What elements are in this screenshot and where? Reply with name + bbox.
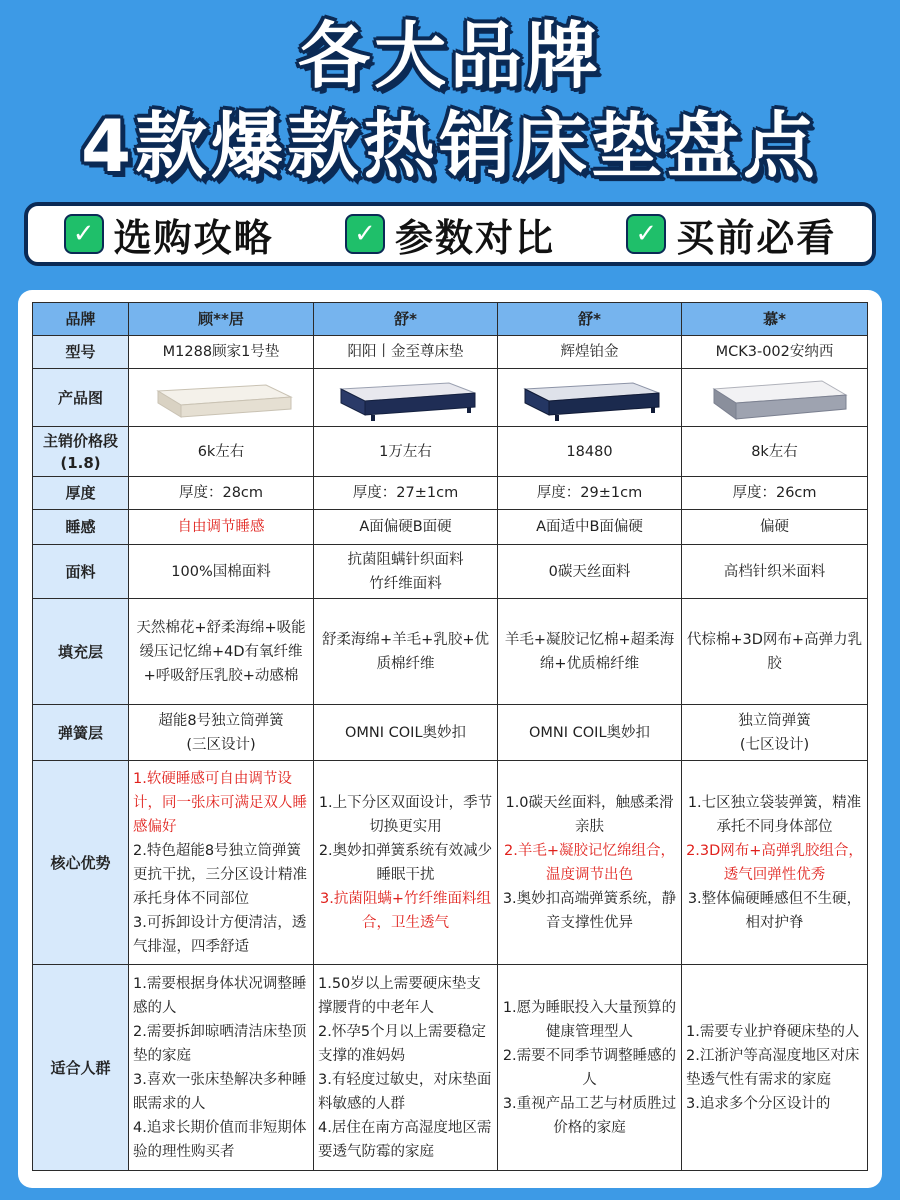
product-image-cell [498, 369, 682, 427]
table-cell: 高档针织米面料 [682, 545, 868, 599]
table-cell: 羊毛+凝胶记忆棉+超柔海绵+优质棉纤维 [498, 599, 682, 705]
audience-cell [314, 965, 498, 1171]
row-label [33, 427, 129, 477]
list-item: 2.3D网布+高弹乳胶组合，透气回弹性优秀 [686, 842, 863, 883]
table-cell: 辉煌铂金 [498, 336, 682, 369]
tag-item [345, 207, 555, 262]
list-item: 2.特色超能8号独立筒弹簧更抗干扰，三分区设计精准承托身体不同部位 [133, 842, 307, 907]
list-item: 3.重视产品工艺与材质胜过价格的家庭 [502, 1095, 677, 1136]
advantage-cell [314, 761, 498, 965]
table-row-thickness [33, 477, 868, 510]
table-cell: 天然棉花+舒柔海绵+吸能缓压记忆绵+4D有氧纤维+呼吸舒压乳胶+动感棉 [129, 599, 314, 705]
table-cell: MCK3-002安纳西 [682, 336, 868, 369]
audience-cell [129, 965, 314, 1171]
list-item: 3.整体偏硬睡感但不生硬，相对护脊 [687, 890, 862, 931]
list-item: 2.需要不同季节调整睡感的人 [502, 1047, 677, 1088]
tag-label: 买前必看 [676, 215, 837, 260]
list-item: 3.可拆卸设计方便清洁，透气排湿，四季舒适 [133, 914, 307, 955]
mattress-image [700, 373, 850, 423]
table-cell: 8k左右 [682, 427, 868, 477]
table-cell: 0碳天丝面料 [498, 545, 682, 599]
comparison-table [32, 302, 868, 1171]
table-cell: 18480 [498, 427, 682, 477]
table-row-advantage [33, 761, 868, 965]
row-label-line2: (1.8) [60, 453, 101, 472]
list-item: 4.追求长期价值而非短期体验的理性购买者 [133, 1119, 307, 1160]
header-col-3: 舒* [498, 303, 682, 336]
list-item: 1.愿为睡眠投入大量预算的健康管理型人 [502, 999, 677, 1040]
table-row-image [33, 369, 868, 427]
tag-bar [24, 202, 876, 266]
page-title-line1: 各大品牌 [297, 14, 602, 98]
audience-cell [682, 965, 868, 1171]
list-item: 1.七区独立袋装弹簧，精准承托不同身体部位 [687, 794, 862, 835]
row-label: 产品图 [33, 369, 129, 427]
row-label: 核心优势 [33, 761, 129, 965]
table-cell: OMNI COIL奥妙扣 [498, 705, 682, 761]
header-col-1: 顾**居 [129, 303, 314, 336]
row-label: 睡感 [33, 510, 129, 545]
page-title-line2: 4款爆款热销床垫盘点 [80, 104, 820, 188]
table-cell: 偏硬 [682, 510, 868, 545]
advantage-cell [129, 761, 314, 965]
check-icon: ✓ [64, 214, 104, 254]
table-row-audience [33, 965, 868, 1171]
table-cell: 抗菌阻螨针织面料 竹纤维面料 [314, 545, 498, 599]
list-item: 1.0碳天丝面料，触感柔滑亲肤 [505, 794, 674, 835]
comparison-card [18, 290, 882, 1188]
list-item: 2.怀孕5个月以上需要稳定支撑的准妈妈 [318, 1023, 487, 1064]
check-icon: ✓ [345, 214, 385, 254]
row-label: 面料 [33, 545, 129, 599]
table-row-spring [33, 705, 868, 761]
row-label-line1: 主销价格段 [42, 431, 118, 450]
list-item: 3.有轻度过敏史，对床垫面料敏感的人群 [318, 1071, 492, 1112]
list-item: 3.追求多个分区设计的 [686, 1095, 831, 1112]
table-row-model [33, 336, 868, 369]
list-item: 1.需要根据身体状况调整睡感的人 [133, 975, 307, 1016]
audience-cell [498, 965, 682, 1171]
list-item: 1.50岁以上需要硬床垫支撑腰背的中老年人 [318, 975, 481, 1016]
table-cell: A面偏硬B面硬 [314, 510, 498, 545]
header-col-4: 慕* [682, 303, 868, 336]
table-cell: OMNI COIL奥妙扣 [314, 705, 498, 761]
table-row-price [33, 427, 868, 477]
row-label: 型号 [33, 336, 129, 369]
table-row-filling [33, 599, 868, 705]
product-image-cell [682, 369, 868, 427]
table-row-feel [33, 510, 868, 545]
table-cell: 1万左右 [314, 427, 498, 477]
list-item: 1.软硬睡感可自由调节设计，同一张床可满足双人睡感偏好 [133, 770, 307, 835]
tag-item [626, 207, 836, 262]
product-image-cell [314, 369, 498, 427]
header-col-2: 舒* [314, 303, 498, 336]
header-brand: 品牌 [33, 303, 129, 336]
table-cell: 100%国棉面料 [129, 545, 314, 599]
list-item: 3.奥妙扣高端弹簧系统，静音支撑性优异 [502, 890, 677, 931]
table-cell: 自由调节睡感 [129, 510, 314, 545]
table-header-row [33, 303, 868, 336]
table-cell: 6k左右 [129, 427, 314, 477]
list-item: 4.居住在南方高湿度地区需要透气防霉的家庭 [318, 1119, 492, 1160]
table-cell: 代棕棉+3D网布+高弹力乳胶 [682, 599, 868, 705]
list-item: 2.羊毛+凝胶记忆绵组合，温度调节出色 [504, 842, 675, 883]
table-cell: 厚度：27±1cm [314, 477, 498, 510]
list-item: 2.需要拆卸晾晒清洁床垫顶垫的家庭 [133, 1023, 307, 1064]
advantage-cell [682, 761, 868, 965]
table-cell: A面适中B面偏硬 [498, 510, 682, 545]
row-label: 弹簧层 [33, 705, 129, 761]
table-cell: 厚度：28cm [129, 477, 314, 510]
mattress-image [146, 373, 296, 423]
table-cell: 超能8号独立筒弹簧 (三区设计) [129, 705, 314, 761]
table-cell: M1288顾家1号垫 [129, 336, 314, 369]
mattress-image [515, 373, 665, 423]
table-cell: 舒柔海绵+羊毛+乳胶+优质棉纤维 [314, 599, 498, 705]
table-row-fabric [33, 545, 868, 599]
check-icon: ✓ [626, 214, 666, 254]
list-item: 2.江浙沪等高湿度地区对床垫透气性有需求的家庭 [686, 1047, 860, 1088]
product-image-cell [129, 369, 314, 427]
table-cell: 厚度：26cm [682, 477, 868, 510]
list-item: 1.上下分区双面设计，季节切换更实用 [318, 794, 493, 835]
row-label: 厚度 [33, 477, 129, 510]
table-cell: 独立筒弹簧 (七区设计) [682, 705, 868, 761]
list-item: 3.喜欢一张床垫解决多种睡眠需求的人 [133, 1071, 307, 1112]
list-item: 1.需要专业护脊硬床垫的人 [686, 1023, 860, 1040]
tag-item [64, 207, 274, 262]
row-label: 适合人群 [33, 965, 129, 1171]
tag-label: 选购攻略 [113, 215, 274, 260]
table-cell: 阳阳丨金至尊床垫 [314, 336, 498, 369]
row-label: 填充层 [33, 599, 129, 705]
mattress-image [331, 373, 481, 423]
tag-label: 参数对比 [394, 215, 555, 260]
list-item: 3.抗菌阻螨+竹纤维面料组合，卫生透气 [320, 890, 491, 931]
list-item: 2.奥妙扣弹簧系统有效减少睡眠干扰 [318, 842, 493, 883]
table-cell: 厚度：29±1cm [498, 477, 682, 510]
advantage-cell [498, 761, 682, 965]
